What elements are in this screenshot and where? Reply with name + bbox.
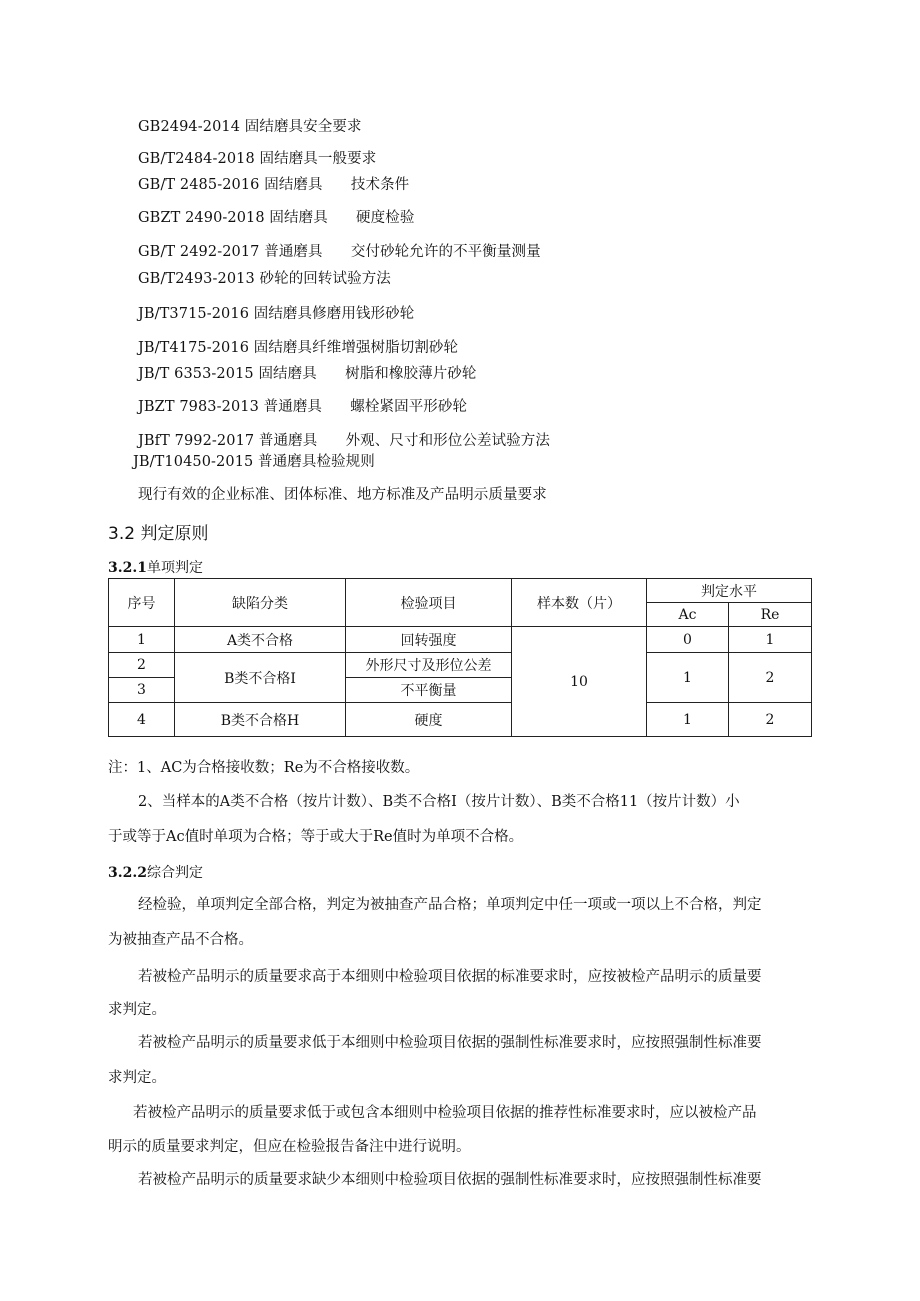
paragraph-line: 求判定。 (108, 1002, 166, 1018)
standard-line-8: JB/T4175-2016 固结磨具纤维增强树脂切割砂轮 (138, 340, 459, 356)
subsection-heading-3-2-1 (108, 557, 203, 577)
cell-item: 硬度 (346, 703, 512, 737)
paragraph-line: 求判定。 (108, 1070, 166, 1086)
paragraph-line: 若被检产品明示的质量要求高于本细则中检验项目依据的标准要求时，应按被检产品明示的质量要 (138, 969, 762, 985)
table-row (109, 653, 812, 678)
standards-note: 现行有效的企业标准、团体标准、地方标准及产品明示质量要求 (138, 487, 547, 503)
subsection-number: 3.2.2 (108, 865, 147, 881)
cell-defect: A类不合格 (175, 627, 346, 653)
paragraph-line: 若被检产品明示的质量要求缺少本细则中检验项目依据的强制性标准要求时，应按照强制性标准要 (138, 1172, 762, 1188)
standard-line-2: GB/T2484-2018 固结磨具一般要求 (138, 151, 377, 167)
cell-defect: B类不合格I (175, 653, 346, 703)
section-title: 3.2 判定原则 (108, 524, 209, 544)
note-1: 注：1、AC为合格接收数；Re为不合格接收数。 (108, 760, 420, 776)
header-ac: Ac (647, 603, 729, 627)
subsection-title: 综合判定 (146, 865, 203, 881)
header-item: 检验项目 (346, 579, 512, 627)
paragraph-line: 经检验，单项判定全部合格，判定为被抽查产品合格；单项判定中任一项或一项以上不合格，判定 (138, 897, 762, 913)
cell-item: 不平衡量 (346, 678, 512, 703)
standard-line-5: GB/T 2492-2017 普通磨具 交付砂轮允许的不平衡量测量 (138, 244, 541, 260)
standard-line-10: JBZT 7983-2013 普通磨具 螺栓紧固平形砂轮 (138, 399, 468, 415)
cell-seq: 2 (109, 653, 175, 678)
standard-line-6: GB/T2493-2013 砂轮的回转试验方法 (138, 271, 391, 287)
subsection-number: 3.2.1 (108, 560, 147, 576)
header-sample: 样本数（片） (512, 579, 647, 627)
header-seq: 序号 (109, 579, 175, 627)
judgement-table (108, 578, 812, 737)
header-level: 判定水平 (647, 579, 812, 603)
header-re: Re (729, 603, 812, 627)
cell-re: 2 (729, 703, 812, 737)
table-row (109, 703, 812, 737)
cell-seq: 4 (109, 703, 175, 737)
cell-item: 回转强度 (346, 627, 512, 653)
standard-line-12: JB/T10450-2015 普通磨具检验规则 (133, 454, 375, 470)
note-2-line-2: 于或等于Ac值时单项为合格；等于或大于Re值时为单项不合格。 (108, 829, 524, 845)
header-defect: 缺陷分类 (175, 579, 346, 627)
subsection-heading-3-2-2 (108, 862, 203, 882)
standard-line-3: GB/T 2485-2016 固结磨具 技术条件 (138, 177, 410, 193)
paragraph-line: 明示的质量要求判定，但应在检验报告备注中进行说明。 (108, 1139, 471, 1155)
cell-re: 2 (729, 653, 812, 703)
paragraph-line: 为被抽查产品不合格。 (108, 932, 253, 948)
cell-item: 外形尺寸及形位公差 (346, 653, 512, 678)
paragraph-line: 若被检产品明示的质量要求低于或包含本细则中检验项目依据的推荐性标准要求时，应以被检产品 (133, 1105, 757, 1121)
cell-sample: 10 (512, 627, 647, 737)
table-row (109, 627, 812, 653)
standard-line-1: GB2494-2014 固结磨具安全要求 (138, 119, 362, 135)
cell-ac: 0 (647, 627, 729, 653)
cell-defect: B类不合格H (175, 703, 346, 737)
standard-line-7: JB/T3715-2016 固结磨具修磨用钱形砂轮 (138, 306, 415, 322)
cell-seq: 1 (109, 627, 175, 653)
cell-re: 1 (729, 627, 812, 653)
standard-line-4: GBZT 2490-2018 固结磨具 硬度检验 (138, 210, 415, 226)
subsection-title: 单项判定 (146, 560, 203, 576)
cell-ac: 1 (647, 653, 729, 703)
standard-line-9: JB/T 6353-2015 固结磨具 树脂和橡胶薄片砂轮 (138, 366, 477, 382)
note-2-line-1: 2、当样本的A类不合格（按片计数）、B类不合格I（按片计数）、B类不合格11（按片计数）小 (138, 794, 740, 810)
cell-ac: 1 (647, 703, 729, 737)
standard-line-11: JBfT 7992-2017 普通磨具 外观、尺寸和形位公差试验方法 (138, 433, 550, 449)
paragraph-line: 若被检产品明示的质量要求低于本细则中检验项目依据的强制性标准要求时，应按照强制性标准要 (138, 1035, 762, 1051)
cell-seq: 3 (109, 678, 175, 703)
